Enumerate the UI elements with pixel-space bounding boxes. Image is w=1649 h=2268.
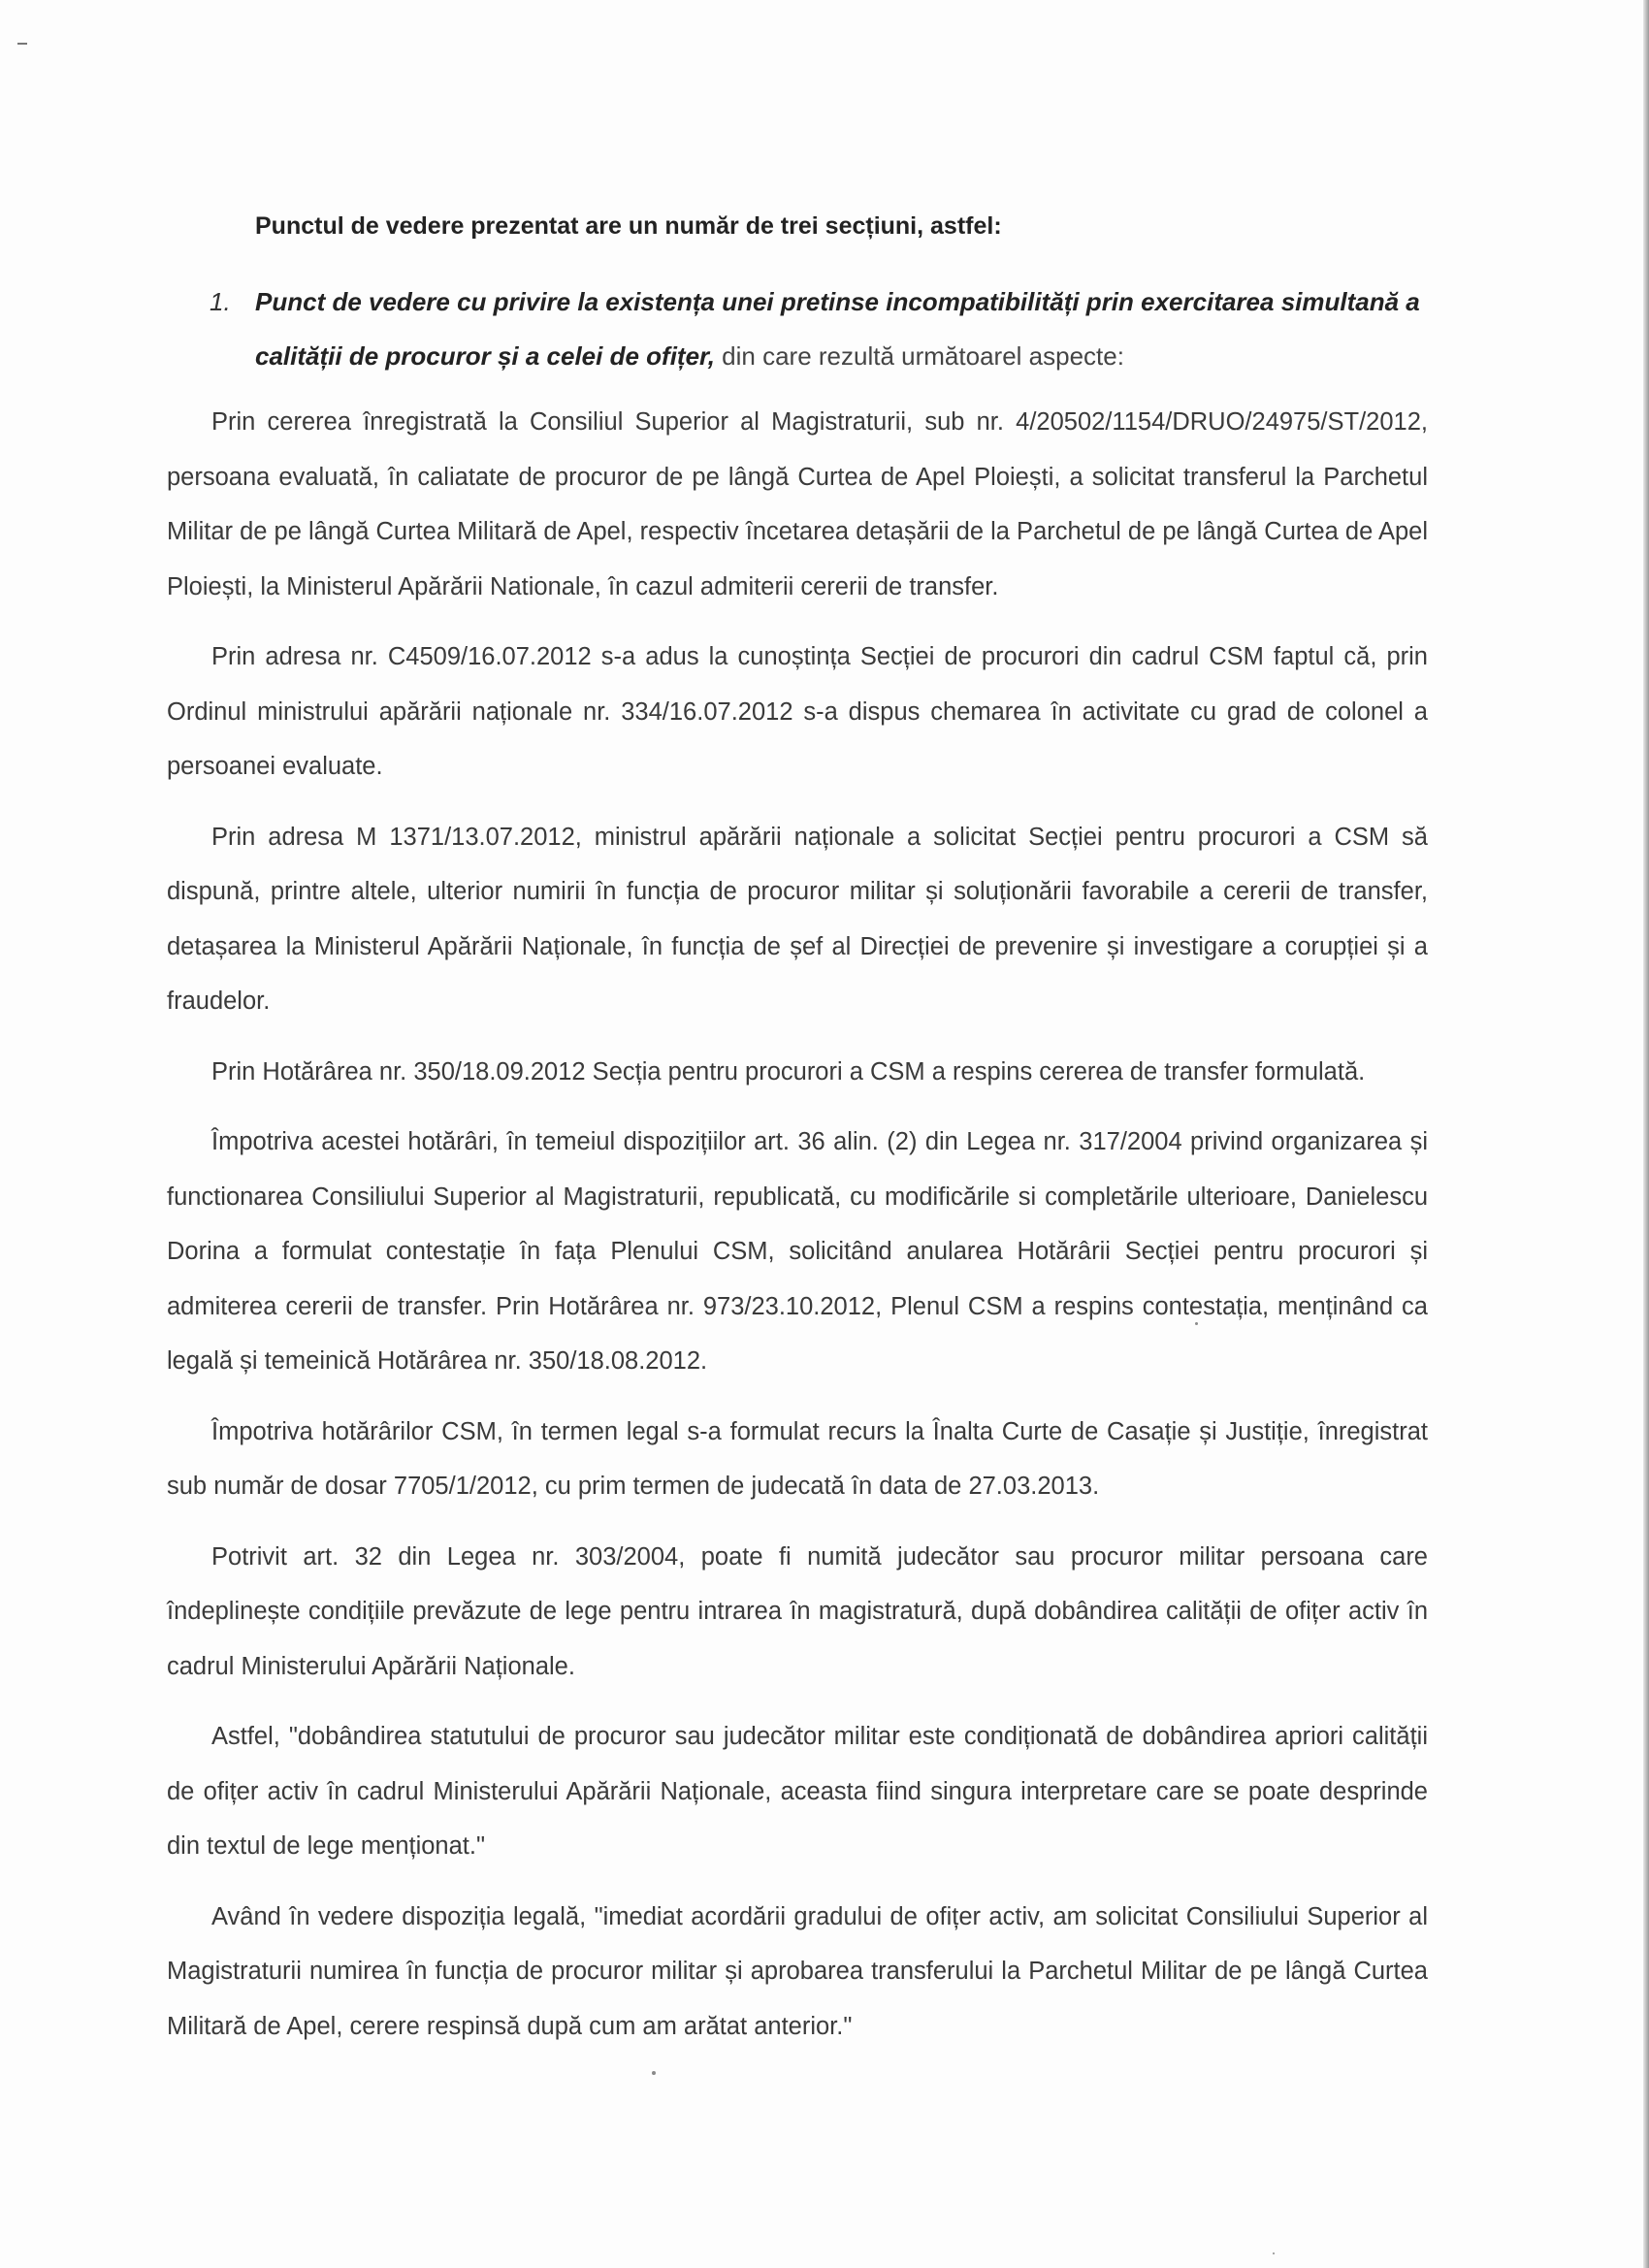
paragraph-dispozitia-legala: Având în vedere dispoziția legală, "imediat acordării gradului de ofițer activ, am solicitat Consiliului Superior al Magistraturii numirea în funcția de procuror militar și aprobarea transferului la Parchetul Militar de pe lângă Curtea Militară de Apel, cerere respinsă după cum am arătat anterior." bbox=[167, 1902, 1428, 2040]
paragraph-art-32: Potrivit art. 32 din Legea nr. 303/2004, poate fi numită judecător sau procuror militar persoana care îndeplinește condițiile prevăzute de lege pentru intrarea în magistratură, după dobândirea calității de ofițer activ în cadrul Ministerului Apărării Naționale. bbox=[167, 1542, 1428, 1680]
paragraph-hotarare-350: Prin Hotărârea nr. 350/18.09.2012 Secția pentru procurori a CSM a respins cererea de transfer formulată. bbox=[211, 1057, 1366, 1085]
section-heading bbox=[210, 275, 1428, 383]
scan-edge-shadow bbox=[1643, 0, 1649, 2268]
paragraph-adresa-m1371: Prin adresa M 1371/13.07.2012, ministrul apărării naționale a solicitat Secției pentru procurori a CSM să dispună, printre altele, ulterior numirii în funcția de procuror militar și soluționării favorabile a cererii de transfer, detașarea la Ministerul Apărării Naționale, în funcția de șef al Direcției de prevenire și investigare a corupției și a fraudelor. bbox=[167, 823, 1428, 1015]
paragraph-contestatie: Împotriva acestei hotărâri, în temeiul dispozițiilor art. 36 alin. (2) din Legea nr. 317/2004 privind organizarea și functionarea Consiliului Superior al Magistraturii, republicată, cu modificările si completările ulterioare, Danielescu Dorina a formulat contestație în fața Plenului CSM, solicitând anularea Hotărârii Secției pentru procurori și admiterea cererii de transfer. Prin Hotărârea nr. 973/23.10.2012, Plenul CSM a respins contestația, menținând ca legală și temeinică Hotărârea nr. 350/18.08.2012. bbox=[167, 1128, 1428, 1375]
paragraph-cerere-transfer: Prin cererea înregistrată la Consiliul Superior al Magistraturii, sub nr. 4/20502/1154/DRUO/24975/ST/2012, persoana evaluată, în caliatate de procuror de pe lângă Curtea de Apel Ploiești, a solicitat transferul la Parchetul Militar de pe lângă Curtea Militară de Apel, respectiv încetarea detașării de la Parchetul de pe lângă Curtea de Apel Ploiești, la Ministerul Apărării Nationale, în cazul admiterii cererii de transfer. bbox=[167, 408, 1428, 600]
paragraph-adresa-c4509: Prin adresa nr. C4509/16.07.2012 s-a adus la cunoștința Secției de procurori din cadrul CSM faptul că, prin Ordinul ministrului apărării naționale nr. 334/16.07.2012 s-a dispus chemarea în activitate cu grad de colonel a persoanei evaluate. bbox=[167, 643, 1428, 780]
paragraph-astfel: Astfel, "dobândirea statutului de procuror sau judecător militar este condiționată de dobândirea apriori calității de ofițer activ în cadrul Ministerului Apărării Naționale, aceasta fiind singura interpretare care se poate desprinde din textul de lege menționat." bbox=[167, 1723, 1428, 1860]
document-body bbox=[167, 199, 1428, 2069]
intro-heading: Punctul de vedere prezentat are un număr de trei secțiuni, astfel: bbox=[255, 212, 1002, 240]
section-heading-text bbox=[255, 275, 1428, 383]
section-title: Punct de vedere cu privire la existența unei pretinse incompatibilități prin exercitarea simultană a calității de procuror și a celei de ofițer, bbox=[255, 287, 1420, 371]
section-number: 1. bbox=[210, 287, 231, 316]
section-title-rest: din care rezultă următoarel aspecte: bbox=[714, 341, 1124, 371]
scan-mark bbox=[17, 43, 27, 45]
scan-speck bbox=[1273, 2252, 1275, 2254]
paragraph-recurs: Împotriva hotărârilor CSM, în termen legal s-a formulat recurs la Înalta Curte de Casație și Justiție, înregistrat sub număr de dosar 7705/1/2012, cu prim termen de judecată în data de 27.03.2013. bbox=[167, 1417, 1428, 1500]
scan-speck bbox=[652, 2071, 656, 2075]
